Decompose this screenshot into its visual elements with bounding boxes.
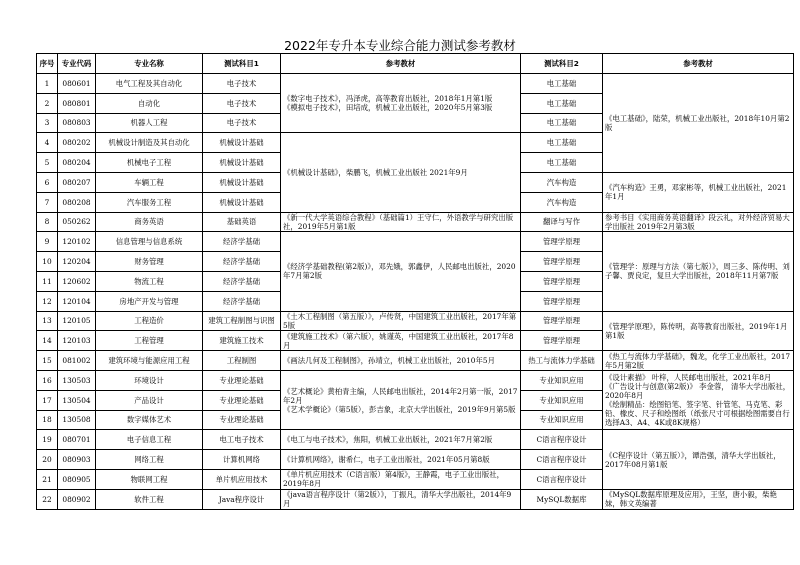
table-row: [37, 489, 794, 509]
major-name-cell: 机器人工程: [96, 113, 203, 133]
major-code-cell: 080208: [58, 192, 96, 212]
subject1-cell: 经济学基础: [203, 232, 281, 252]
major-code-cell: 080903: [58, 450, 96, 470]
row-number-cell: 11: [37, 271, 58, 291]
major-code-cell: 080803: [58, 113, 96, 133]
reference-book-1-cell: 《新一代大学英语综合教程》（基础篇1）王守仁，外语教学与研究出版社，2019年5月第1版: [281, 212, 521, 232]
subject1-cell: 机械设计基础: [203, 172, 281, 192]
major-code-cell: 120104: [58, 291, 96, 311]
major-name-cell: 机械电子工程: [96, 153, 203, 173]
column-header: 参考教材: [281, 54, 521, 74]
subject2-cell: 电工基础: [521, 113, 603, 133]
row-number-cell: 20: [37, 450, 58, 470]
subject2-cell: 管理学原理: [521, 252, 603, 272]
subject1-cell: 单片机应用技术: [203, 469, 281, 489]
column-header: 参考教材: [603, 54, 794, 74]
subject1-cell: 电子技术: [203, 93, 281, 113]
major-name-cell: 自动化: [96, 93, 203, 113]
reference-book-1-cell: 《艺术概论》黄柏青主编，人民邮电出版社，2014年2月第一版，2017年2月 《艺术学概论》（第5版），彭吉象，北京大学出版社，2019年9月第5版: [281, 370, 521, 429]
major-name-cell: 建筑环境与能源应用工程: [96, 351, 203, 371]
subject2-cell: MySQL数据库: [521, 489, 603, 509]
subject1-cell: 建筑工程制图与识图: [203, 311, 281, 331]
subject1-cell: 专业理论基础: [203, 410, 281, 430]
subject2-cell: 翻译与写作: [521, 212, 603, 232]
subject1-cell: 经济学基础: [203, 291, 281, 311]
header-row: [37, 54, 794, 74]
major-name-cell: 电子信息工程: [96, 430, 203, 450]
major-code-cell: 080905: [58, 469, 96, 489]
row-number-cell: 7: [37, 192, 58, 212]
major-code-cell: 080601: [58, 74, 96, 94]
subject1-cell: 电子技术: [203, 113, 281, 133]
column-header: 专业名称: [96, 54, 203, 74]
reference-book-1-cell: 《电工与电子技术》，焦阳，机械工业出版社，2021年7月第2版: [281, 430, 521, 450]
major-name-cell: 商务英语: [96, 212, 203, 232]
row-number-cell: 8: [37, 212, 58, 232]
subject1-cell: 机械设计基础: [203, 192, 281, 212]
major-name-cell: 电气工程及其自动化: [96, 74, 203, 94]
row-number-cell: 16: [37, 370, 58, 390]
major-name-cell: 环境设计: [96, 370, 203, 390]
reference-book-2-cell: 《汽车构造》王勇，邓家彬等，机械工业出版社，2021年1月: [603, 172, 794, 212]
subject2-cell: 电工基础: [521, 74, 603, 94]
subject2-cell: 专业知识应用: [521, 390, 603, 410]
row-number-cell: 22: [37, 489, 58, 509]
subject2-cell: 电工基础: [521, 133, 603, 153]
reference-book-1-cell: 《土木工程制图（第五版）》，卢传贤，中国建筑工业出版社，2017年第5版: [281, 311, 521, 331]
reference-book-2-cell: 《MySQL数据库原理及应用》，王坚，唐小毅，柴艳妹，韩文英编著: [603, 489, 794, 509]
major-code-cell: 080202: [58, 133, 96, 153]
subject2-cell: C语言程序设计: [521, 430, 603, 450]
reference-book-1-cell: 《画法几何及工程制图》，孙靖立，机械工业出版社，2010年5月: [281, 351, 521, 371]
major-name-cell: 财务管理: [96, 252, 203, 272]
major-code-cell: 080204: [58, 153, 96, 173]
column-header: 测试科目1: [203, 54, 281, 74]
subject2-cell: 专业知识应用: [521, 370, 603, 390]
reference-book-2-cell: 《电工基础》，陆荣，机械工业出版社，2018年10月第2版: [603, 74, 794, 173]
table-row: [37, 212, 794, 232]
row-number-cell: 14: [37, 331, 58, 351]
subject2-cell: 管理学原理: [521, 311, 603, 331]
subject2-cell: C语言程序设计: [521, 450, 603, 470]
subject1-cell: 经济学基础: [203, 271, 281, 291]
subject2-cell: 管理学原理: [521, 232, 603, 252]
subject1-cell: 电子技术: [203, 74, 281, 94]
major-code-cell: 120602: [58, 271, 96, 291]
major-code-cell: 130503: [58, 370, 96, 390]
row-number-cell: 6: [37, 172, 58, 192]
reference-book-1-cell: 《机械设计基础》，柴鹏飞，机械工业出版社 2021年9月: [281, 133, 521, 212]
reference-book-1-cell: 《经济学基础教程(第2版)》，邓先娥，郭鑫伊，人民邮电出版社，2020年7月第2版: [281, 232, 521, 311]
major-code-cell: 130504: [58, 390, 96, 410]
reference-book-2-cell: 《管理学：原理与方法（第七版）》，周三多、陈传明、刘子馨、贾良定，复旦大学出版社，2018年11月第7版: [603, 232, 794, 311]
major-name-cell: 数字媒体艺术: [96, 410, 203, 430]
major-name-cell: 机械设计制造及其自动化: [96, 133, 203, 153]
table-row: [37, 311, 794, 331]
major-code-cell: 120103: [58, 331, 96, 351]
column-header: 序号: [37, 54, 58, 74]
row-number-cell: 21: [37, 469, 58, 489]
reference-book-1-cell: 《单片机应用技术（C语言版）第4版》，王静霞，电子工业出版社，2019年8月: [281, 469, 521, 489]
major-code-cell: 120204: [58, 252, 96, 272]
row-number-cell: 15: [37, 351, 58, 371]
subject2-cell: 管理学原理: [521, 271, 603, 291]
major-code-cell: 130508: [58, 410, 96, 430]
table-row: [37, 74, 794, 94]
major-code-cell: 081002: [58, 351, 96, 371]
major-code-cell: 080701: [58, 430, 96, 450]
reference-book-2-cell: 《C程序设计（第五版）》，谭浩强，清华大学出版社，2017年08月第1版: [603, 430, 794, 489]
major-name-cell: 汽车服务工程: [96, 192, 203, 212]
major-name-cell: 车辆工程: [96, 172, 203, 192]
row-number-cell: 9: [37, 232, 58, 252]
row-number-cell: 5: [37, 153, 58, 173]
subject1-cell: 工程制图: [203, 351, 281, 371]
major-name-cell: 物流工程: [96, 271, 203, 291]
major-name-cell: 产品设计: [96, 390, 203, 410]
major-name-cell: 软件工程: [96, 489, 203, 509]
major-name-cell: 房地产开发与管理: [96, 291, 203, 311]
subject1-cell: 机械设计基础: [203, 133, 281, 153]
row-number-cell: 19: [37, 430, 58, 450]
row-number-cell: 2: [37, 93, 58, 113]
subject2-cell: 汽车构造: [521, 192, 603, 212]
reference-book-2-cell: 《设计素描》 叶梓，人民邮电出版社，2021年8月 《广告设计与创意(第2版)》 李金蓉， 清华大学出版社，2020年8月 《绘制精品：绘图铅笔、签字笔、针管笔、马克笔、彩铅、橡皮、尺子和绘图纸（纸张尺寸可根据绘图需要自行选择A3、A4、4K或8K规格）: [603, 370, 794, 429]
major-name-cell: 信息管理与信息系统: [96, 232, 203, 252]
subject1-cell: 专业理论基础: [203, 370, 281, 390]
major-code-cell: 120102: [58, 232, 96, 252]
row-number-cell: 17: [37, 390, 58, 410]
major-code-cell: 050262: [58, 212, 96, 232]
subject1-cell: 经济学基础: [203, 252, 281, 272]
subject2-cell: 电工基础: [521, 153, 603, 173]
subject2-cell: 热工与流体力学基础: [521, 351, 603, 371]
major-name-cell: 物联网工程: [96, 469, 203, 489]
subject2-cell: 管理学原理: [521, 291, 603, 311]
reference-book-2-cell: 《热工与流体力学基础》，魏龙，化学工业出版社，2017年5月第2版: [603, 351, 794, 371]
subject1-cell: 建筑施工技术: [203, 331, 281, 351]
row-number-cell: 4: [37, 133, 58, 153]
row-number-cell: 18: [37, 410, 58, 430]
reference-book-1-cell: 《数字电子技术》，冯泽虎，高等教育出版社，2018年1月第1版 《模拟电子技术》，田培成，机械工业出版社，2020年5月第3版: [281, 74, 521, 133]
table-row: [37, 430, 794, 450]
subject2-cell: 管理学原理: [521, 331, 603, 351]
row-number-cell: 13: [37, 311, 58, 331]
reference-book-1-cell: 《计算机网络》，谢希仁，电子工业出版社，2021年05月第8版: [281, 450, 521, 470]
subject2-cell: C语言程序设计: [521, 469, 603, 489]
table-row: [37, 351, 794, 371]
reference-book-2-cell: 参考书目《实用商务英语翻译》段云礼，对外经济贸易大学出版社 2019年2月第3版: [603, 212, 794, 232]
subject1-cell: 专业理论基础: [203, 390, 281, 410]
subject1-cell: 基础英语: [203, 212, 281, 232]
subject1-cell: 机械设计基础: [203, 153, 281, 173]
row-number-cell: 3: [37, 113, 58, 133]
subject2-cell: 汽车构造: [521, 172, 603, 192]
page-title: 2022年专升本专业综合能力测试参考教材: [284, 38, 516, 53]
subject1-cell: 计算机网络: [203, 450, 281, 470]
major-code-cell: 080801: [58, 93, 96, 113]
subject1-cell: 电工电子技术: [203, 430, 281, 450]
subject2-cell: 电工基础: [521, 93, 603, 113]
subject1-cell: Java程序设计: [203, 489, 281, 509]
reference-book-2-cell: 《管理学原理》，陈传明，高等教育出版社，2019年1月第1版: [603, 311, 794, 351]
major-code-cell: 080207: [58, 172, 96, 192]
column-header: 专业代码: [58, 54, 96, 74]
row-number-cell: 1: [37, 74, 58, 94]
subject2-cell: 专业知识应用: [521, 410, 603, 430]
major-code-cell: 120105: [58, 311, 96, 331]
major-code-cell: 080902: [58, 489, 96, 509]
reference-book-1-cell: 《java语言程序设计（第2版）》，丁振凡，清华大学出版社，2014年9月: [281, 489, 521, 509]
row-number-cell: 10: [37, 252, 58, 272]
textbook-table: [36, 53, 794, 510]
row-number-cell: 12: [37, 291, 58, 311]
major-name-cell: 工程造价: [96, 311, 203, 331]
reference-book-1-cell: 《建筑施工技术》（第六版），姚谨英，中国建筑工业出版社，2017年8月: [281, 331, 521, 351]
table-row: [37, 232, 794, 252]
major-name-cell: 工程管理: [96, 331, 203, 351]
table-row: [37, 370, 794, 390]
column-header: 测试科目2: [521, 54, 603, 74]
major-name-cell: 网络工程: [96, 450, 203, 470]
